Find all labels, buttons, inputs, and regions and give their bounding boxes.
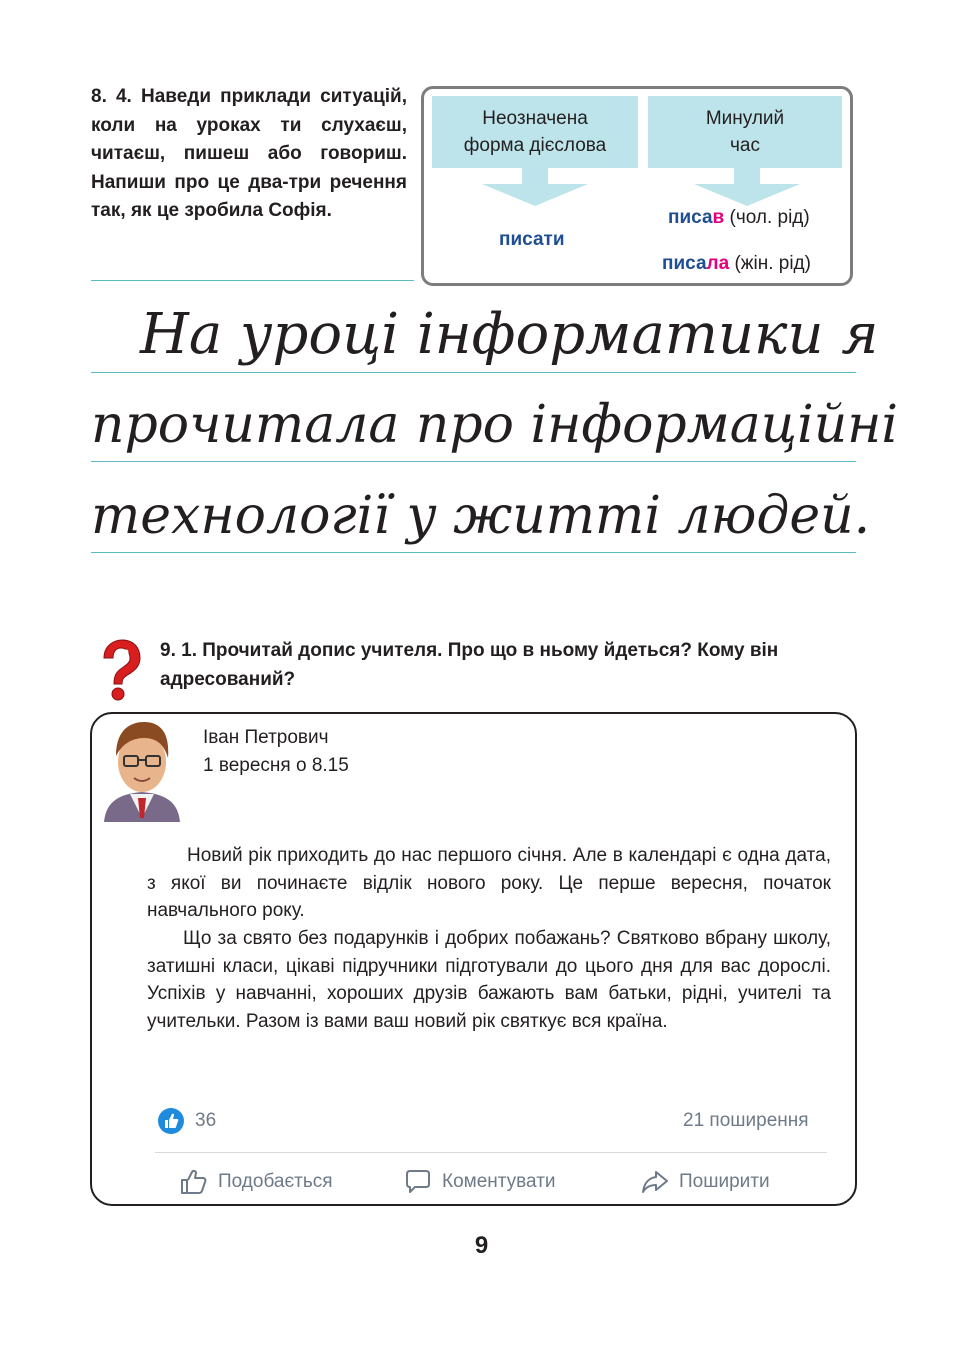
page-number: 9 bbox=[474, 1232, 489, 1259]
feminine-ending: ла bbox=[706, 253, 730, 274]
arrow-down-icon bbox=[692, 168, 802, 208]
masculine-note: (чол. рід) bbox=[729, 207, 810, 228]
arrow-down-icon bbox=[480, 168, 590, 208]
like-button[interactable] bbox=[180, 1166, 333, 1198]
comment-label: Коментувати bbox=[442, 1171, 556, 1192]
past-header-line1: Минулий bbox=[705, 108, 785, 129]
task-9-1-instruction: 9. 1. Прочитай допис учителя. Про що в ньому йдеться? Кому він адресований? bbox=[160, 640, 779, 690]
handwritten-line-1: На уроці інформатики я bbox=[140, 302, 879, 367]
past-header-line2: час bbox=[730, 135, 760, 156]
teacher-avatar bbox=[100, 718, 184, 822]
handwritten-line-2: прочитала про інформаційні bbox=[91, 395, 899, 455]
likes-count[interactable]: 36 bbox=[195, 1110, 217, 1131]
past-feminine-example bbox=[662, 253, 811, 275]
feminine-note: (жін. рід) bbox=[734, 253, 811, 274]
masculine-stem: писа bbox=[668, 207, 713, 228]
post-paragraph-1: Новий рік приходить до нас першого січня. Але в календарі є одна дата, з якої ви починаєте відлік нового року. Це перше вересня, початок навчального року. bbox=[147, 845, 831, 921]
share-icon bbox=[641, 1169, 669, 1195]
answer-rule bbox=[91, 280, 414, 281]
infinitive-header-line1: Неозначена bbox=[482, 108, 588, 129]
comment-button[interactable] bbox=[404, 1166, 556, 1198]
infinitive-header bbox=[432, 96, 638, 168]
post-author[interactable]: Іван Петрович bbox=[203, 727, 329, 748]
question-mark-icon bbox=[96, 638, 142, 702]
thumbs-up-icon bbox=[180, 1169, 208, 1195]
past-masculine-example bbox=[668, 207, 810, 229]
past-tense-header bbox=[648, 96, 842, 168]
shares-count[interactable]: 21 поширення bbox=[683, 1110, 809, 1131]
handwritten-line-3: технології у житті людей. bbox=[91, 486, 871, 546]
masculine-ending: в bbox=[712, 207, 725, 228]
infinitive-header-line2: форма дієслова bbox=[463, 135, 607, 156]
task-8-4-instruction: 8. 4. Наведи приклади ситуацій, коли на уроках ти слухаєш, читаєш, пишеш або говориш. Напиши про це два-три речення так, як це зробила Софія. bbox=[91, 86, 407, 221]
comment-icon bbox=[404, 1169, 432, 1195]
post-date[interactable]: 1 вересня о 8.15 bbox=[203, 755, 349, 776]
post-paragraph-2: Що за свято без подарунків і добрих побажань? Святково вбрану школу, затишні класи, цікаві підручники підготували до цього дня для вас дорослі. Успіхів у навчанні, хороших друзів бажають вам батьки, рідні, учителі та учительки. Разом із вами ваш новий рік святкує вся країна. bbox=[147, 928, 831, 1032]
feminine-stem: писа bbox=[662, 253, 707, 274]
writing-rule bbox=[91, 552, 856, 553]
share-button[interactable] bbox=[641, 1166, 770, 1198]
writing-rule bbox=[91, 372, 856, 373]
like-label: Подобається bbox=[218, 1171, 333, 1192]
share-label: Поширити bbox=[679, 1171, 770, 1192]
actions-divider bbox=[155, 1152, 827, 1153]
infinitive-example: писати bbox=[499, 229, 565, 250]
writing-rule bbox=[91, 461, 856, 462]
like-badge-icon bbox=[158, 1108, 184, 1134]
